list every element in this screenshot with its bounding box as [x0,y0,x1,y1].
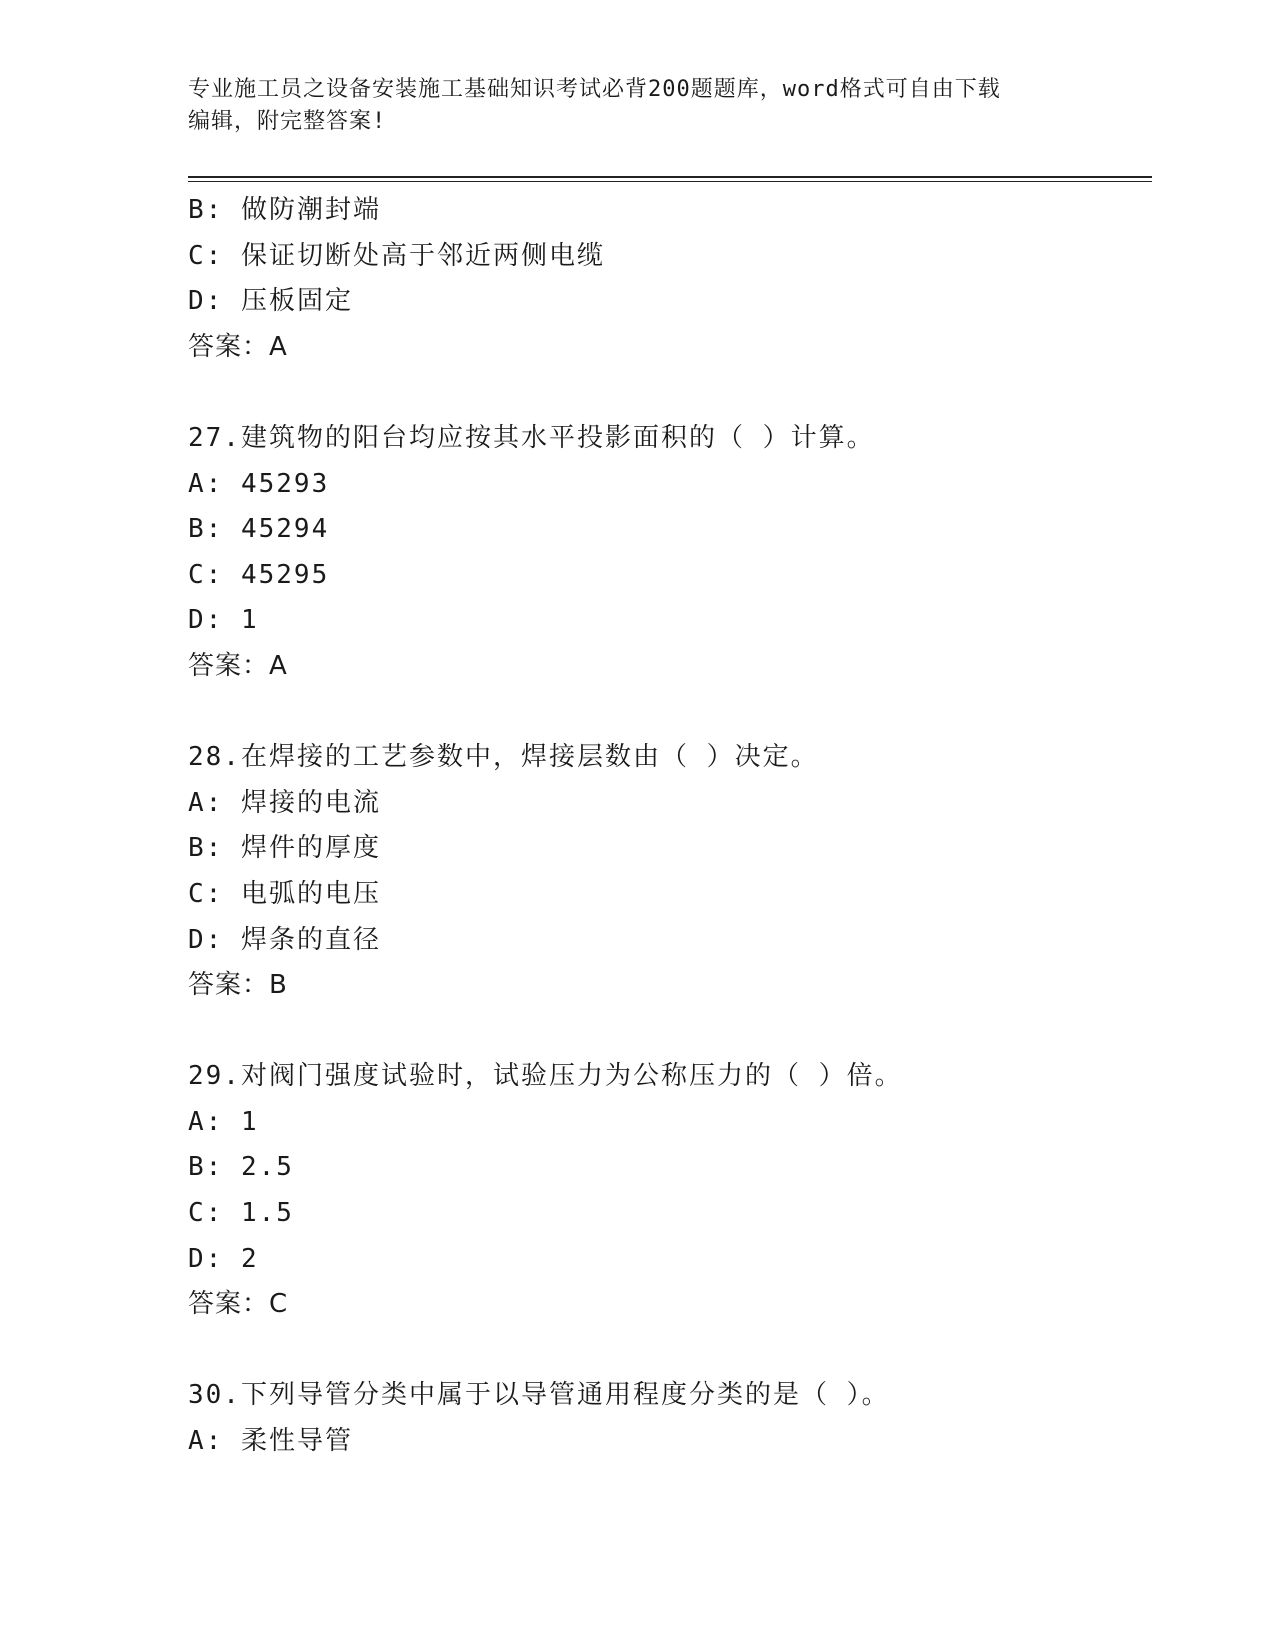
answer-line: 答案：A [188,650,288,681]
option-c: C: 保证切断处高于邻近两侧电缆 [188,240,605,271]
option-a: A: 柔性导管 [188,1426,353,1457]
spacer [188,1328,1152,1374]
option-d: D: 2 [188,1243,259,1274]
document-header [188,74,1088,138]
option-d: D: 焊条的直径 [188,924,381,955]
option-a: A: 45293 [188,468,330,499]
option-c: C: 1.5 [188,1198,294,1229]
option-d: D: 1 [188,605,259,636]
option-b: B: 2.5 [188,1152,294,1183]
spacer [188,370,1152,416]
option-a: A: 焊接的电流 [188,787,381,818]
question-27 [188,416,1152,690]
question-29 [188,1054,1152,1328]
header-title-line-2: 编辑，附完整答案! [188,109,387,134]
option-d: D: 压板固定 [188,286,353,317]
question-stem: 28.在焊接的工艺参数中，焊接层数由（ ）决定。 [188,742,819,773]
spacer [188,690,1152,736]
question-28 [188,735,1152,1009]
header-divider-thin [188,181,1152,182]
option-c: C: 电弧的电压 [188,878,381,909]
option-c: C: 45295 [188,559,330,590]
header-divider-thick [188,176,1152,178]
question-stem: 30.下列导管分类中属于以导管通用程度分类的是（ ）。 [188,1380,890,1411]
option-a: A: 1 [188,1106,259,1137]
option-b: B: 做防潮封端 [188,195,381,225]
question-list [188,188,1152,1465]
header-title-line-1: 专业施工员之设备安装施工基础知识考试必背200题题库，word格式可自由下载 [188,77,1001,102]
question-stem: 27.建筑物的阳台均应按其水平投影面积的（ ）计算。 [188,422,875,453]
answer-line: 答案：C [188,1289,289,1320]
question-26-tail [188,188,1152,370]
question-stem: 29.对阀门强度试验时，试验压力为公称压力的（ ）倍。 [188,1061,903,1092]
option-b: B: 45294 [188,514,330,545]
answer-line: 答案：B [188,970,288,1001]
spacer [188,1009,1152,1055]
question-30 [188,1373,1152,1464]
answer-line: 答案：A [188,331,288,362]
option-b: B: 焊件的厚度 [188,833,381,864]
